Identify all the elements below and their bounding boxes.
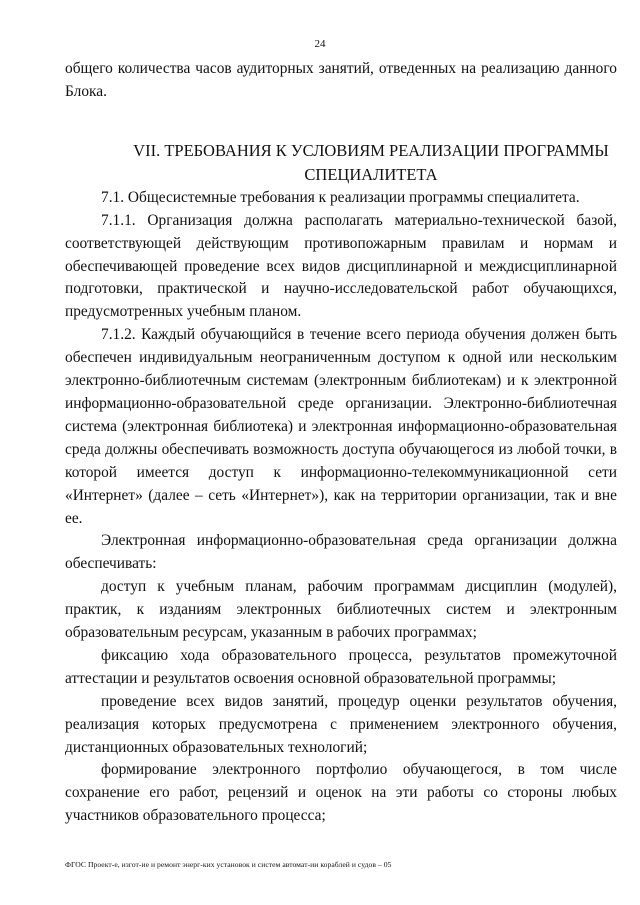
page-footer: ФГОС Проект-е, изгот-ие и ремонт энерг-ких установок и систем автомат-ии кораблей и судов – 05 [65, 860, 392, 869]
list-item-access: доступ к учебным планам, рабочим программам дисциплин (модулей), практик, к изданиям электронных библиотечных систем и электронным образовательным ресурсам, указанным в рабочих программах; [65, 578, 617, 642]
paragraph-7-1: 7.1. Общесистемные требования к реализации программы специалитета. [101, 188, 580, 206]
list-item-recording: фиксацию хода образовательного процесса, результатов промежуточной аттестации и результатов освоения основной образовательной программы; [65, 646, 617, 687]
paragraph-7-1-1: 7.1.1. Организация должна располагать материально-технической базой, соответствующей действующим противопожарным правилам и нормам и обеспечивающей проведение всех видов дисциплинарной и междисциплинарной подготовки, практической и научно-исследовательской работ обучающихся, предусмотренных учебным планом. [65, 211, 617, 321]
section-heading: VII. ТРЕБОВАНИЯ К УСЛОВИЯМ РЕАЛИЗАЦИИ ПРОГРАММЫ СПЕЦИАЛИТЕТА [133, 140, 609, 184]
page-number: 24 [314, 38, 326, 50]
list-item-portfolio: формирование электронного портфолио обучающегося, в том числе сохранение его работ, рецензий и оценок на эти работы со стороны любых участников образовательного процесса; [65, 761, 617, 825]
paragraph-continuation: общего количества часов аудиторных занятий, отведенных на реализацию данного Блока. [65, 60, 617, 100]
paragraph-eios-intro: Электронная информационно-образовательная среда организации должна обеспечивать: [65, 532, 617, 573]
list-item-classes: проведение всех видов занятий, процедур оценки результатов обучения, реализация которых предусмотрена с применением электронного обучения, дистанционных образовательных технологий; [65, 692, 617, 756]
document-body [65, 58, 617, 828]
paragraph-7-1-2: 7.1.2. Каждый обучающийся в течение всего периода обучения должен быть обеспечен индивидуальным неограниченным доступом к одной или нескольким электронно-библиотечным системам (электронным библиотекам) и к электронной информационно-образовательной среде организации. Электронно-библиотечная система (электронная библиотека) и электронная информационно-образовательная среда должны обеспечивать возможность доступа обучающегося из любой точки, в которой имеется доступ к информационно-телекоммуникационной сети «Интернет» (далее – сеть «Интернет»), как на территории организации, так и вне ее. [65, 326, 617, 527]
